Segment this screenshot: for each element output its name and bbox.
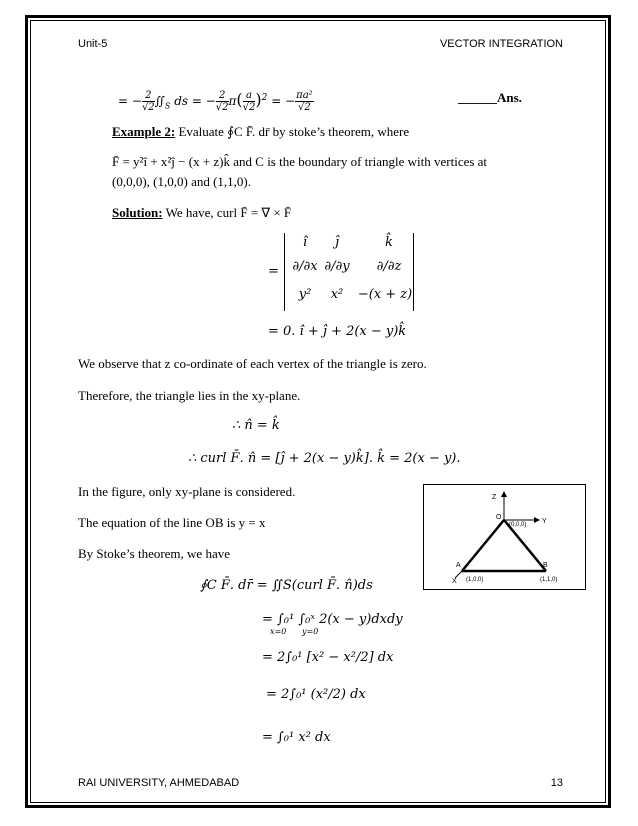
det-r3c3: −(x + z) <box>357 287 413 302</box>
example-label: Example 2: <box>112 124 176 139</box>
example-line3: (0,0,0), (1,0,0) and (1,1,0). <box>112 174 251 189</box>
edge-oa <box>462 520 504 571</box>
top-equation: = − $\frac{2}{√2}$ $∬_S$ ds = − $\frac{2}{√2}$ π( $\frac{a}{√2}$ )$^2$ = − $\frac{\text{πa²}}{√2}$ <box>118 90 313 113</box>
paragraph-figure: In the figure, only xy-plane is considered. <box>78 484 296 499</box>
triangle-diagram <box>424 485 585 589</box>
label-z: Z <box>492 494 497 501</box>
x-axis <box>455 571 462 578</box>
stokes-step-1: ∮C F̄. dr̄ = ∬S(curl F̄. n̂)ds <box>200 578 373 593</box>
page-number: 13 <box>550 777 563 789</box>
det-r1c2: ĵ <box>334 235 340 250</box>
label-o: O <box>496 514 502 521</box>
paragraph-plane: Therefore, the triangle lies in the xy-plane. <box>78 388 301 403</box>
det-equals: = <box>268 264 279 279</box>
triangle-figure <box>423 484 586 590</box>
paragraph-line-ob: The equation of the line OB is y = x <box>78 515 266 530</box>
footer-university: RAI UNIVERSITY, AHMEDABAD <box>78 777 240 789</box>
paragraph-vertex: We observe that z co-ordinate of each vertex of the triangle is zero. <box>78 356 427 371</box>
label-o-coord: (0,0,0) <box>509 522 527 528</box>
det-r1c3: k̂ <box>385 235 393 250</box>
stokes-step-5: = ∫₀¹ x² dx <box>262 730 331 745</box>
det-r2c1: ∂/∂x <box>292 259 318 274</box>
header-unit: Unit-5 <box>78 38 108 50</box>
label-a-coord: (1,0,0) <box>466 577 484 583</box>
z-arrow <box>501 491 507 497</box>
stokes-step-2-lower-y: y=0 <box>302 627 319 636</box>
paragraph-stokes: By Stoke’s theorem, we have <box>78 546 230 561</box>
label-y: Y <box>542 518 547 525</box>
header-title: VECTOR INTEGRATION <box>439 38 563 50</box>
stokes-step-2-lower-x: x=0 <box>270 627 287 636</box>
y-arrow <box>534 517 540 523</box>
label-a: A <box>456 562 461 569</box>
det-r2c3: ∂/∂z <box>376 259 402 274</box>
label-b-coord: (1,1,0) <box>540 577 558 583</box>
example-line2: F̄ = y²î + x²ĵ − (x + z)k̂ and C is the boundary of triangle with vertices at <box>112 154 488 169</box>
solution-label: Solution: <box>112 205 163 220</box>
det-r1c1: î <box>302 235 308 250</box>
stokes-step-4: = 2∫₀¹ (x²/2) dx <box>266 687 366 702</box>
stokes-step-3: = 2∫₀¹ [x² − x²/2] dx <box>262 650 394 665</box>
label-b: B <box>543 562 548 569</box>
det-r3c2: x² <box>330 287 344 302</box>
answer-marker: ______Ans. <box>458 90 522 105</box>
curl-result: = 0. î + ĵ + 2(x − y)k̂ <box>268 324 407 339</box>
label-x: X <box>452 578 457 585</box>
stokes-step-2: = ∫₀¹ ∫₀ˣ 2(x − y)dxdy <box>262 612 403 627</box>
solution-line <box>112 205 291 221</box>
curl-dot-n-equation: ∴ curl F̄. n̂ = [ĵ + 2(x − y)k̂]. k̂ = 2(x − y). <box>188 451 461 466</box>
curl-determinant <box>284 233 414 311</box>
example-text: Evaluate ∮C F̄. dr̄ by stoke’s theorem, where <box>178 124 410 139</box>
det-r3c1: y² <box>298 287 312 302</box>
normal-equation: ∴ n̂ = k̂ <box>232 418 280 433</box>
example-line1 <box>112 124 409 140</box>
det-r2c2: ∂/∂y <box>324 259 350 274</box>
solution-text: We have, curl F̄ = ∇ × F̄ <box>165 205 292 220</box>
